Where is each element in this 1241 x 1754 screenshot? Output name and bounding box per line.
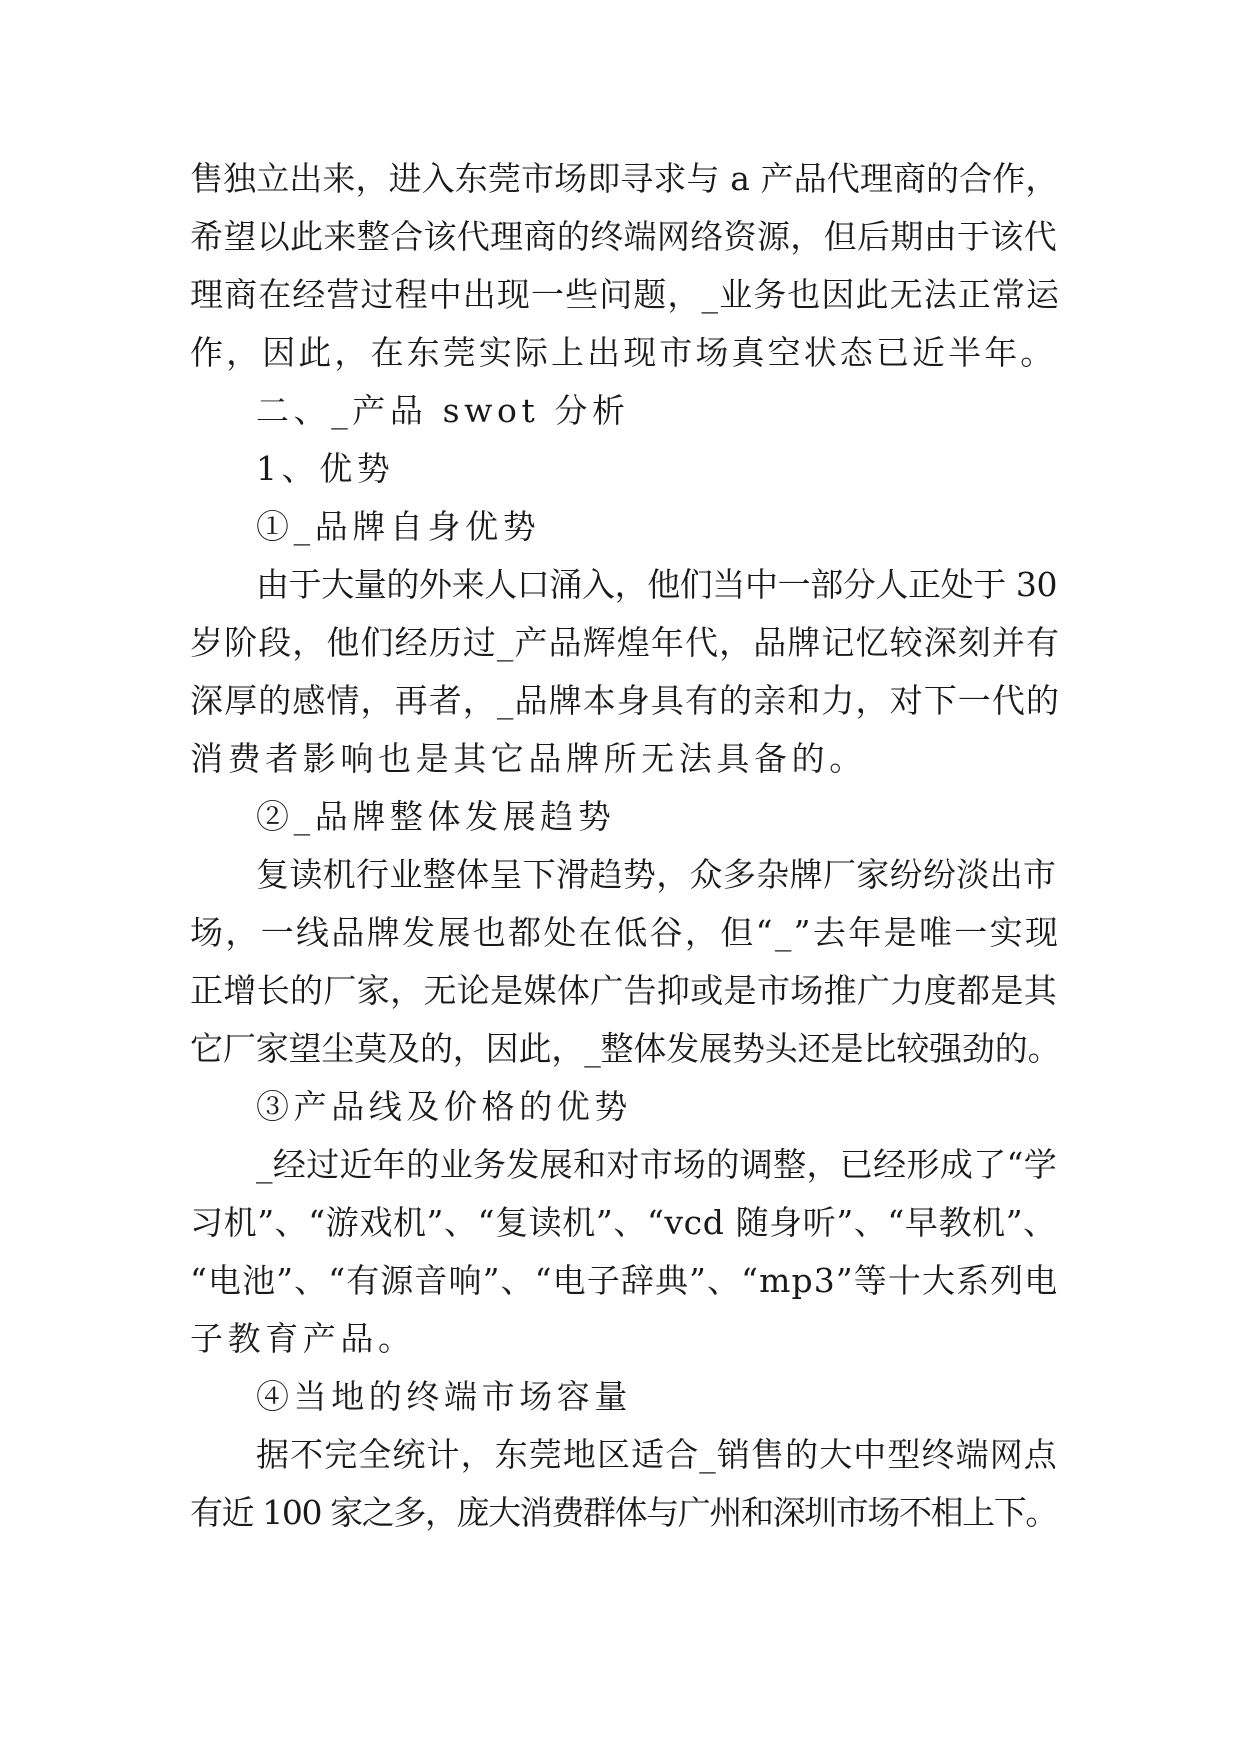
item-heading: ②_品牌整体发展趋势 [256,797,616,836]
paragraph-start: 由于大量的外来人口涌入，他们当中一部分人正处于 30 [256,565,1058,604]
text-line: 有近 100 家之多，庞大消费群体与广州和深圳市场不相上下。 [190,1493,1057,1532]
text-line: 售独立出来，进入东莞市场即寻求与 a 产品代理商的合作， [190,159,1059,198]
section-heading: 二、_产品 swot 分析 [256,391,630,430]
text-line: 子教育产品。 [190,1319,416,1358]
text-line: 深厚的感情，再者，_品牌本身具有的亲和力，对下一代的 [190,681,1061,720]
text-line: 习机”、“游戏机”、“复读机”、“vcd 随身听”、“早教机”、 [190,1203,1057,1242]
text-line: 希望以此来整合该代理商的终端网络资源，但后期由于该代 [190,217,1058,256]
text-line: 正增长的厂家，无论是媒体广告抑或是市场推广力度都是其 [190,971,1058,1010]
text-line: 理商在经营过程中出现一些问题，_业务也因此无法正常运 [190,275,1061,314]
text-line: 岁阶段，他们经历过_产品辉煌年代，品牌记忆较深刻并有 [190,623,1061,662]
subsection-heading: 1、优势 [256,449,395,488]
item-heading: ④当地的终端市场容量 [256,1377,632,1416]
text-line: 场，一线品牌发展也都处在低谷，但“_”去年是唯一实现 [190,913,1061,952]
text-line: 消费者影响也是其它品牌所无法具备的。 [190,739,867,778]
document-body [190,150,1060,1542]
text-line: “电池”、“有源音响”、“电子辞典”、“mp3”等十大系列电 [190,1261,1059,1300]
paragraph-start: 复读机行业整体呈下滑趋势，众多杂牌厂家纷纷淡出市 [256,855,1057,894]
paragraph-start: 据不完全统计，东莞地区适合_销售的大中型终端网点 [256,1435,1058,1474]
item-heading: ③产品线及价格的优势 [256,1087,632,1126]
paragraph-start: _经过近年的业务发展和对市场的调整，已经形成了“学 [256,1145,1058,1184]
text-line: 作，因此，在东莞实际上出现市场真空状态已近半年。 [190,333,1057,372]
item-heading: ①_品牌自身优势 [256,507,541,546]
text-line: 它厂家望尘莫及的，因此，_整体发展势头还是比较强劲的。 [190,1029,1061,1068]
